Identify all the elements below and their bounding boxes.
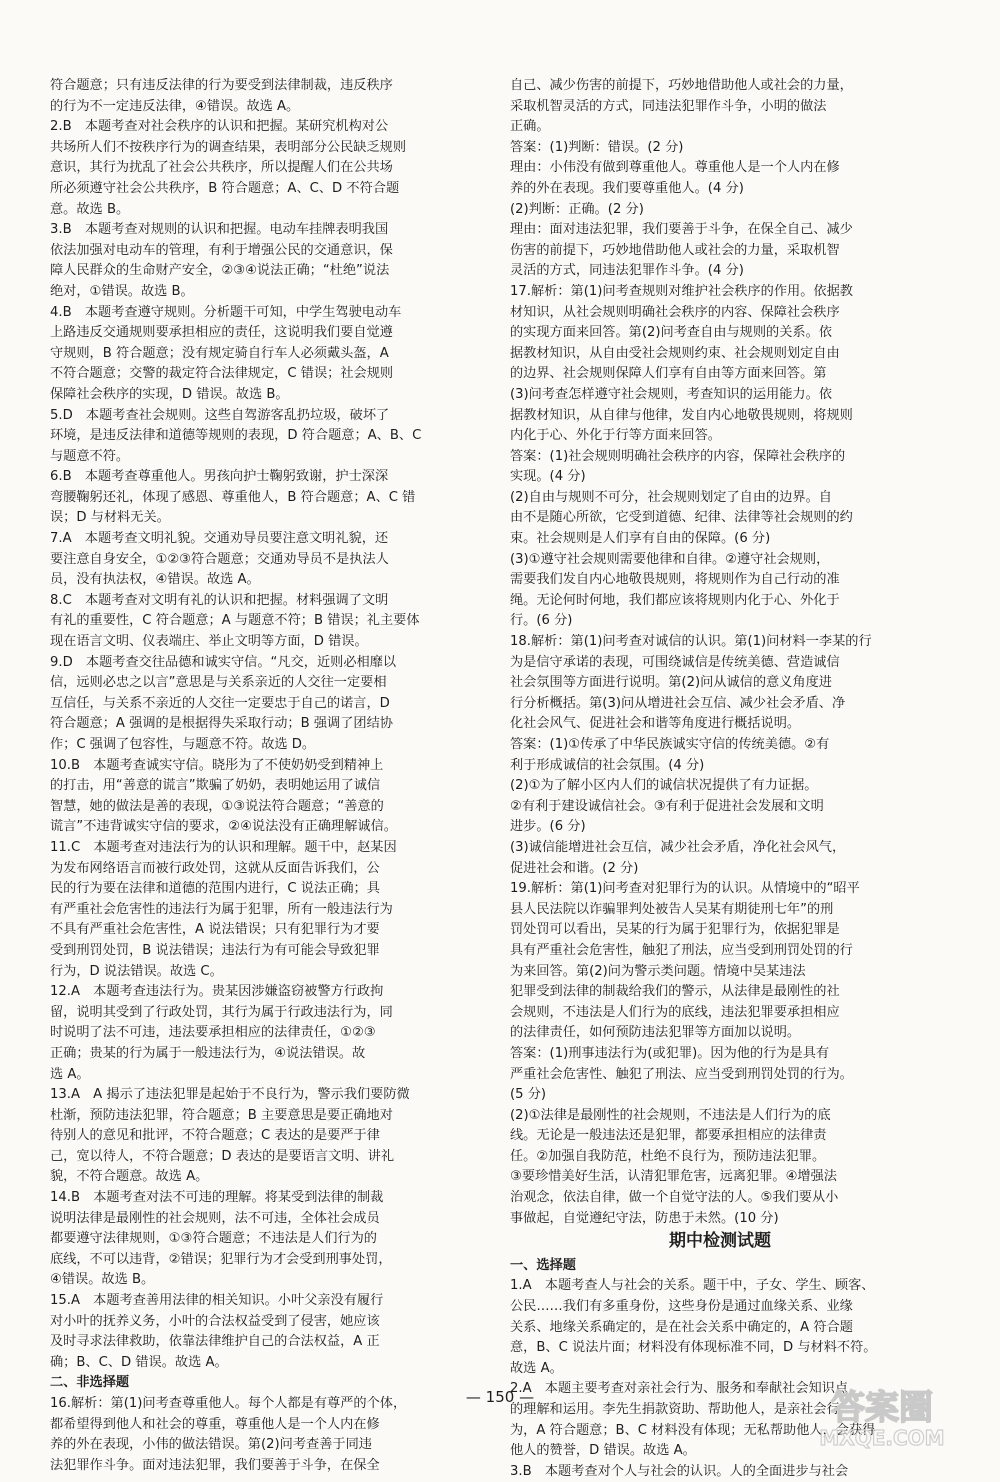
text-line: 说明法律是最刚性的社会规则，法不可违，全体社会成员 [50,1210,380,1226]
text-line: 据教材知识，从自由受社会规则约束、社会规则划定自由 [510,345,840,361]
text-line: 事做起，自觉遵纪守法，防患于未然。(10 分) [510,1210,779,1226]
text-line: 的实现方面来回答。第(2)问考查自由与规则的关系。依 [510,325,832,341]
text-line: 治观念，依法自律，做一个自觉守法的人。⑤我们要从小 [510,1190,839,1206]
text-line: 罚处罚可以看出，吴某的行为属于犯罪行为，依据犯罪是 [510,922,840,938]
text-line: 符合题意；只有违反法律的行为要受到法律制裁，违反秩序 [50,78,393,93]
text-line: 答案：(1)社会规则明确社会秩序的内容，保障社会秩序的 [510,448,846,464]
text-line: 据教材知识，从自律与他律，发自内心地敬畏规则，将规则 [510,407,853,423]
text-line: (3)①遵守社会规则需要他律和自律。②遵守社会规则， [510,551,830,567]
text-line: 4.B 本题考查遵守规则。分析题干可知，中学生驾驶电动车 [50,304,402,320]
text-line: 符合题意；A 强调的是根据得失采取行动；B 强调了团结协 [50,716,393,732]
text-line: 信，远则必忠之以言”意思是与关系亲近的人交往一定要相 [50,675,387,691]
text-line: 的理解和运用。李先生捐款资助、帮助他人，是亲社会行 [510,1402,840,1417]
text-line: 具有严重社会危害性，触犯了刑法，应当受到刑罚处罚的行 [510,942,853,958]
text-line: 养的外在表现。我们要尊重他人。(4 分) [510,180,744,196]
text-line: ④错误。故选 B。 [50,1272,155,1288]
text-line: 1.A 本题考查人与社会的关系。题干中，子女、学生、顾客、 [510,1278,875,1294]
text-line: 材知识，从社会规则明确社会秩序的内容、保障社会秩序 [510,304,840,320]
text-line: 都希望得到他人和社会的尊重，尊重他人是一个人内在修 [50,1416,380,1432]
text-line: 保障社会秩序的实现，D 错误。故选 B。 [50,386,289,402]
text-line: 依法加强对电动车的管理，有利于增强公民的交通意识，保 [50,242,393,258]
text-line: 伤害的前提下，巧妙地借助他人或社会的力量，采取机智 [510,242,840,258]
text-line: 17.解析：第(1)问考查规则对维护社会秩序的作用。依据教 [510,283,853,299]
text-line: 的行为不一定违反法律，④错误。故选 A。 [50,98,300,114]
text-line: 误；D 与材料无关。 [50,510,170,526]
text-line: 答案：(1)①传承了中华民族诚实守信的传统美德。②有 [510,737,830,752]
text-line: 意识，其行为扰乱了社会公共秩序，所以提醒人们在公共场 [50,160,393,176]
text-line: 的边界、社会规则保障人们享有自由等方面来回答。第 [510,366,827,382]
text-line: 与题意不符。 [50,448,130,464]
text-line: 19.解析：第(1)问考查对犯罪行为的认识。从情境中的“昭平 [510,881,860,897]
text-line: 12.A 本题考查违法行为。贵某因涉嫌盗窃被警方行政拘 [50,984,384,1000]
text-line: 意，B、C 说法片面；材料没有体现标准不同，D 与材料不符。 [510,1340,877,1356]
text-line: 实现。(4 分) [510,469,586,485]
text-line: 14.B 本题考查对法不可违的理解。将某受到法律的制裁 [50,1190,384,1206]
text-line: 社会氛围等方面进行说明。第(2)问从诚信的意义角度进 [510,675,832,691]
text-line: 7.A 本题考查文明礼貌。交通劝导员要注意文明礼貌，还 [50,531,389,547]
text-line: 行为，D 说法错误。故选 C。 [50,963,223,979]
text-line: 11.C 本题考查对违法行为的认识和理解。题干中，赵某因 [50,839,397,855]
text-line: 选 A。 [50,1066,90,1082]
text-line: 有礼的重要性，C 符合题意；A 与题意不符；B 错误；礼主要体 [50,613,420,629]
text-line: 及时寻求法律救助，依靠法律维护自己的合法权益，A 正 [50,1334,380,1350]
text-line: 18.解析：第(1)问考查对诚信的认识。第(1)问材料一李某的行 [510,634,872,650]
text-line: 现在语言文明、仪表端庄、举止文明等方面，D 错误。 [50,634,368,650]
text-line: 确；B、C、D 错误。故选 A。 [50,1354,228,1370]
text-line: 留，说明其受到了行政处罚，其行为属于行政违法行为，同 [50,1004,393,1020]
text-line: 内化于心、外化于行等方面来回答。 [510,428,721,444]
text-line: 民的行为要在法律和道德的范围内进行，C 说法正确；具 [50,881,380,897]
text-line: 不具有严重社会危害性，A 说法错误；只有犯罪行为才要 [50,922,380,938]
text-line: 的打击，用“善意的谎言”欺骗了奶奶，表明她运用了诚信 [50,778,381,794]
text-line: 进步。(6 分) [510,819,586,835]
text-line: 13.A A 揭示了违法犯罪是起始于不良行为，警示我们要防微 [50,1087,410,1103]
text-line: 任。②加强自我防范，杜绝不良行为，预防违法犯罪。 [510,1148,826,1164]
text-line: 都要遵守法律规则，①③符合题意；不违法是人们行为的 [50,1231,377,1247]
text-line: 对小叶的抚养义务，小叶的合法权益受到了侵害，她应该 [50,1313,380,1329]
text-line: 行分析概括。第(3)问从增进社会互信、减少社会矛盾、净 [510,695,846,711]
text-line: 15.A 本题考查善用法律的相关知识。小叶父亲没有履行 [50,1293,384,1309]
text-line: 自己、减少伤害的前提下，巧妙地借助他人或社会的力量， [510,78,853,93]
text-line: 利于形成诚信的社会氛围。(4 分) [510,757,705,773]
left-column [50,76,464,1476]
text-line: 采取机智灵活的方式，同违法犯罪作斗争，小明的做法 [510,98,827,114]
text-line: 为，A 符合题意；B、C 材料没有体现；无私帮助他人，会获得 [510,1422,876,1438]
text-line: 答案：(1)刑事违法行为(或犯罪)。因为他的行为是具有 [510,1045,830,1061]
text-line: 6.B 本题考查尊重他人。男孩向护士鞠躬致谢，护士深深 [50,469,389,485]
text-line: 9.D 本题考查交往品德和诚实守信。“凡交，近则必相靡以 [50,654,397,670]
text-line: 绝对，①错误。故选 B。 [50,283,194,299]
text-line: ②有利于建设诚信社会。③有利于促进社会发展和文明 [510,798,824,814]
text-line: 养的外在表现，小伟的做法错误。第(2)问考查善于同违 [50,1437,372,1453]
text-line: 2.A 本题主要考查对亲社会行为、服务和奉献社会知识点 [510,1381,849,1397]
text-line: 智慧，她的做法是善的表现，①③说法符合题意；“善意的 [50,798,384,814]
text-line: 己，宽以待人，不符合题意；D 表达的是要语言文明、讲礼 [50,1148,395,1164]
text-line: 受到刑罚处罚，B 说法错误；违法行为有可能会导致犯罪 [50,942,380,958]
text-line: 公民……我们有多重身份，这些身份是通过血缘关系、业缘 [510,1299,853,1315]
text-line: (2)①法律是最刚性的社会规则，不违法是人们行为的底 [510,1107,831,1123]
text-line: 5.D 本题考查社会规则。这些自驾游客乱扔垃圾，破坏了 [50,407,390,423]
text-line: 障人民群众的生命财产安全，②③④说法正确；“杜绝”说法 [50,263,390,279]
text-line: 县人民法院以诈骗罪判处被告人吴某有期徒刑七年”的刑 [510,901,834,917]
section-heading: 二、非选择题 [50,1375,130,1391]
text-line: 互信任，与关系不亲近的人交往一定要忠于自己的诺言，D [50,695,390,711]
text-line: 有严重社会危害性的违法行为属于犯罪，所有一般违法行为 [50,901,393,917]
text-line: 促进社会和谐。(2 分) [510,860,639,876]
text-line: 灵活的方式，同违法犯罪作斗争。(4 分) [510,263,744,279]
text-line: 意。故选 B。 [50,201,130,217]
text-line: 谎言”不违背诚实守信的要求，②④说法没有正确理解诚信。 [50,819,397,835]
text-line: 绳。无论何时何地，我们都应该将规则内化于心、外化于 [510,592,840,608]
text-line: 不符合题意；交警的裁定符合法律规定，C 错误；社会规则 [50,366,394,382]
text-line: (2)①为了解小区内人们的诚信状况提供了有力证据。 [510,778,818,794]
text-line: 法犯罪作斗争。面对违法犯罪，我们要善于斗争，在保全 [50,1457,380,1473]
text-line: 杜渐，预防违法犯罪，符合题意；B 主要意思是要正确地对 [50,1107,393,1123]
text-line: 为发布网络语言而被行政处罚，这就从反面告诉我们，公 [50,860,380,876]
text-line: 理由：小伟没有做到尊重他人。尊重他人是一个人内在修 [510,160,840,176]
text-line: 底线，不可以违背，②错误；犯罪行为才会受到刑事处罚， [50,1251,392,1267]
text-line: 弯腰鞠躬还礼，体现了感恩、尊重他人，B 符合题意；A、C 错 [50,489,416,505]
text-line: 线。无论是一般违法还是犯罪，都要承担相应的法律责 [510,1128,827,1144]
text-line: (2)自由与规则不可分，社会规则划定了自由的边界。自 [510,489,832,505]
watermark-url: MXQE.COM [819,1426,945,1450]
text-line: 的法律责任，如何预防违法犯罪等方面加以说明。 [510,1025,801,1041]
text-line: 时说明了法不可违，违法要承担相应的法律责任，①②③ [50,1025,376,1041]
text-line: 需要我们发自内心地敬畏规则，将规则作为自己行动的准 [510,572,840,588]
text-line: 作；C 强调了包容性，与题意不符。故选 D。 [50,737,316,752]
text-line: 为来回答。第(2)问为警示类问题。情境中吴某违法 [510,963,806,979]
watermark-logo [792,1379,972,1451]
text-line: (3)问考查怎样遵守社会规则，考查知识的运用能力。依 [510,386,832,402]
text-line: 要注意自身安全，①②③符合题意；交通劝导员不是执法人 [50,551,389,567]
text-line: (5 分) [510,1087,547,1103]
text-line: 员，没有执法权，④错误。故选 A。 [50,572,260,588]
section-title: 期中检测试题 [669,1231,771,1252]
text-line: 正确；贵某的行为属于一般违法行为，④说法错误。故 [50,1045,366,1061]
text-line: 上路违反交通规则要承担相应的责任，这说明我们要自觉遵 [50,325,393,341]
text-line: 所必须遵守社会公共秩序，B 符合题意；A、C、D 不符合题 [50,180,400,196]
text-line: 16.解析：第(1)问考查尊重他人。每个人都是有尊严的个体， [50,1396,407,1411]
text-line: 行。(6 分) [510,613,573,629]
text-line: 故选 A。 [510,1360,563,1376]
text-line: 由不是随心所欲，它受到道德、纪律、法律等社会规则的约 [510,510,853,526]
text-line: 束。社会规则是人们享有自由的保障。(6 分) [510,531,771,547]
text-line: 环境，是违反法律和道德等规则的表现，D 符合题意；A、B、C [50,428,422,444]
text-line: 犯罪受到法律的制裁给我们的警示，从法律是最刚性的社 [510,984,840,1000]
text-line: 严重社会危害性、触犯了刑法、应当受到刑罚处罚的行为。 [510,1066,853,1082]
text-line: 2.B 本题考查对社会秩序的认识和把握。某研究机构对公 [50,119,389,135]
text-line: 关系、地缘关系确定的，是在社会关系中确定的，A 符合题 [510,1319,853,1335]
section-heading: 一、选择题 [510,1257,576,1273]
text-line: 他人的赞誉，D 错误。故选 A。 [510,1443,696,1459]
text-line: 3.B 本题考查对个人与社会的认识。人的全面进步与社会 [510,1463,849,1479]
text-line: (2)判断：正确。(2 分) [510,201,644,217]
text-line: (3)诚信能增进社会互信，减少社会矛盾，净化社会风气， [510,839,846,855]
text-line: 会规则，不违法是人们行为的底线，违法犯罪要承担相应 [510,1004,840,1020]
text-line: 3.B 本题考查对规则的认识和把握。电动车挂牌表明我国 [50,222,389,238]
text-line: 共场所人们不按秩序行为的调查结果，表明部分公民缺乏规则 [50,139,407,155]
text-line: 答案：(1)判断：错误。(2 分) [510,139,684,155]
text-line: ③要珍惜美好生活，认清犯罪危害，远离犯罪。④增强法 [510,1169,837,1185]
text-line: 为是信守承诺的表现，可围绕诚信是传统美德、营造诚信 [510,654,840,670]
text-line: 10.B 本题考查诚实守信。晓彤为了不使奶奶受到精神上 [50,757,384,773]
right-column [510,76,930,1482]
page-number: — 150 — [465,1388,535,1406]
text-line: 化社会风气、促进社会和谐等角度进行概括说明。 [510,716,801,732]
text-line: 8.C 本题考查对文明有礼的认识和把握。材料强调了文明 [50,592,389,608]
text-line: 待别人的意见和批评，不符合题意；C 表达的是要严于律 [50,1128,380,1144]
text-line: 正确。 [510,119,550,135]
text-line: 守规则，B 符合题意；没有规定骑自行车人必须戴头盔，A [50,345,389,361]
watermark-text: 答案圈 [831,1388,933,1428]
text-line: 貌，不符合题意。故选 A。 [50,1169,209,1185]
text-line: 理由：面对违法犯罪，我们要善于斗争，在保全自己、减少 [510,222,853,238]
